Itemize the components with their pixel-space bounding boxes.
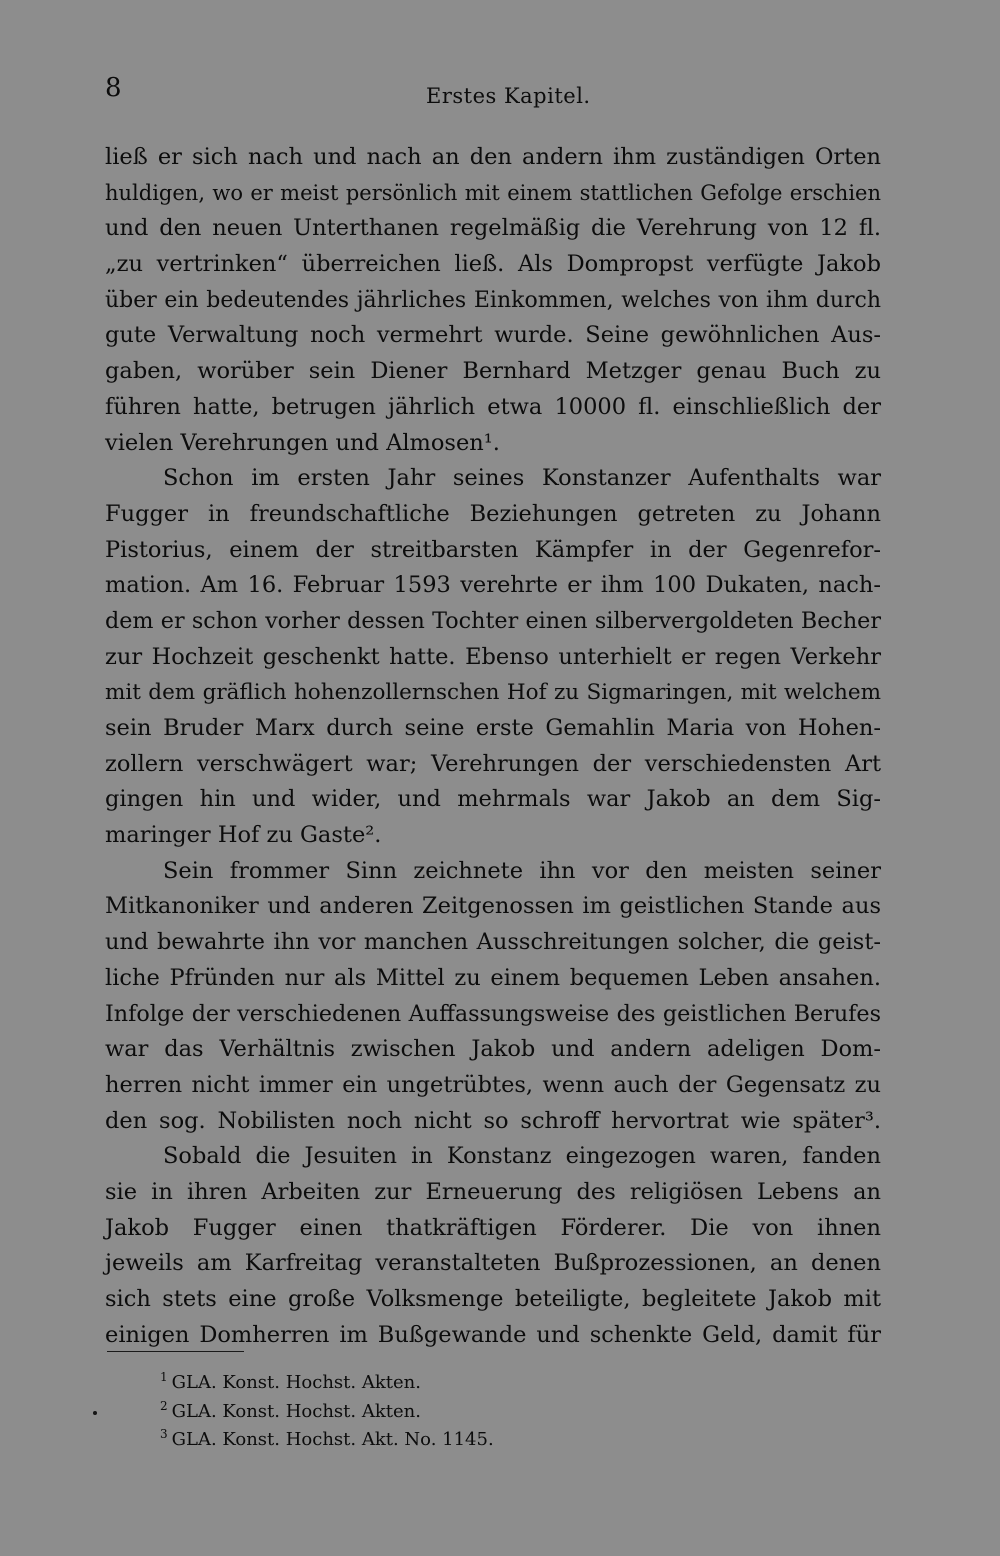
text-line: jeweils am Karfreitag veranstalteten Bußprozessionen, an denen <box>105 1250 881 1277</box>
footnote-mark: 3 <box>160 1427 168 1441</box>
text-line: Mitkanoniker und anderen Zeitgenossen im geistlichen Stande aus <box>105 893 881 920</box>
text-line: einigen Domherren im Bußgewande und schenkte Geld, damit für <box>105 1321 881 1348</box>
text-line: gaben, worüber sein Diener Bernhard Metzger genau Buch zu <box>105 358 881 385</box>
footnote <box>160 1420 760 1449</box>
text-line: „zu vertrinken“ überreichen ließ. Als Dompropst verfügte Jakob <box>105 251 881 278</box>
footnote <box>160 1392 760 1421</box>
text-line: Fugger in freundschaftliche Beziehungen getreten zu Johann <box>105 500 881 527</box>
text-line: führen hatte, betrugen jährlich etwa 10000 fl. einschließlich der <box>105 393 881 420</box>
footnote-text: GLA. Konst. Hochst. Akten. <box>171 1372 421 1393</box>
footnote-text: GLA. Konst. Hochst. Akten. <box>171 1400 421 1422</box>
text-line: zur Hochzeit geschenkt hatte. Ebenso unterhielt er regen Verkehr <box>105 643 881 670</box>
text-line: maringer Hof zu Gaste². <box>105 822 382 849</box>
text-line: Schon im ersten Jahr seines Konstanzer Aufenthalts war <box>163 465 881 492</box>
footnote-mark: 1 <box>160 1370 168 1384</box>
text-line: dem er schon vorher dessen Tochter einen silbervergoldeten Becher <box>105 607 881 634</box>
text-line: Pistorius, einem der streitbarsten Kämpfer in der Gegenrefor- <box>105 536 881 563</box>
text-line: mation. Am 16. Februar 1593 verehrte er ihm 100 Dukaten, nach- <box>105 572 881 599</box>
text-line: und den neuen Unterthanen regelmäßig die Verehrung von 12 fl. <box>105 215 881 242</box>
text-line: Jakob Fugger einen thatkräftigen Förderer. Die von ihnen <box>105 1214 881 1241</box>
footnote-divider <box>107 1351 244 1352</box>
page-number: 8 <box>105 73 122 103</box>
body-text <box>105 140 881 1353</box>
text-line: den sog. Nobilisten noch nicht so schroff hervortrat wie später³. <box>105 1107 881 1134</box>
text-line: sich stets eine große Volksmenge beteiligte, begleitete Jakob mit <box>105 1286 881 1312</box>
text-line: sie in ihren Arbeiten zur Erneuerung des religiösen Lebens an <box>105 1178 881 1205</box>
text-line: gute Verwaltung noch vermehrt wurde. Seine gewöhnlichen Aus- <box>105 322 881 349</box>
text-line: und bewahrte ihn vor manchen Ausschreitungen solcher, die geist- <box>105 929 881 956</box>
text-line: Sobald die Jesuiten in Konstanz eingezogen waren, fanden <box>163 1143 881 1170</box>
footnote <box>160 1363 760 1392</box>
text-line: liche Pfründen nur als Mittel zu einem bequemen Leben ansahen. <box>105 964 881 991</box>
running-head: Erstes Kapitel. <box>426 84 591 108</box>
text-line: über ein bedeutendes jährliches Einkommen, welches von ihm durch <box>105 287 881 313</box>
text-line: vielen Verehrungen und Almosen¹. <box>105 429 500 456</box>
footnote-text: GLA. Konst. Hochst. Akt. No. 1145. <box>171 1429 494 1450</box>
text-line: Infolge der verschiedenen Auffassungsweise des geistlichen Berufes <box>105 1000 881 1027</box>
print-speck <box>93 1411 97 1415</box>
text-line: mit dem gräflich hohenzollernschen Hof zu Sigmaringen, mit welchem <box>105 680 881 706</box>
text-line: ließ er sich nach und nach an den andern ihm zuständigen Orten <box>105 144 881 170</box>
footnote-mark: 2 <box>160 1398 168 1413</box>
text-line: gingen hin und wider, und mehrmals war Jakob an dem Sig- <box>105 786 881 813</box>
text-line: herren nicht immer ein ungetrübtes, wenn auch der Gegensatz zu <box>105 1071 881 1098</box>
text-line: zollern verschwägert war; Verehrungen der verschiedensten Art <box>105 750 881 777</box>
text-line: Sein frommer Sinn zeichnete ihn vor den meisten seiner <box>163 857 881 884</box>
text-line: sein Bruder Marx durch seine erste Gemahlin Maria von Hohen- <box>105 715 881 741</box>
text-line: war das Verhältnis zwischen Jakob und andern adeligen Dom- <box>105 1036 881 1063</box>
text-line: huldigen, wo er meist persönlich mit einem stattlichen Gefolge erschien <box>105 180 881 205</box>
footnotes <box>160 1363 760 1449</box>
